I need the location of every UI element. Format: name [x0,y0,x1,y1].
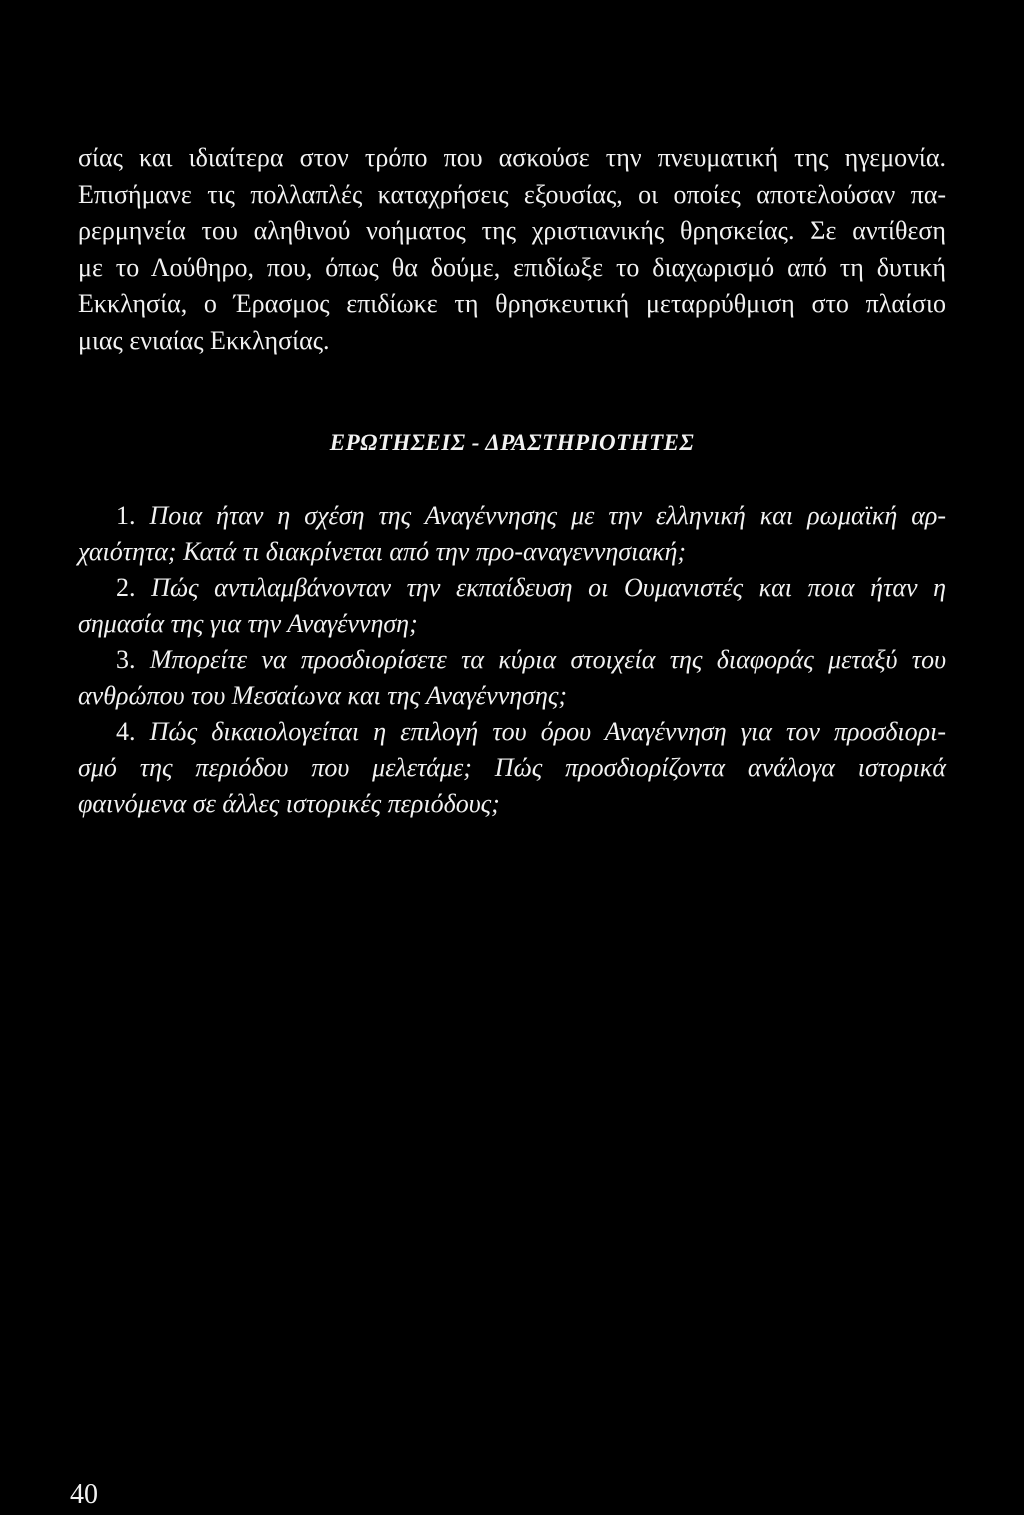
question-line: ανθρώπου του Μεσαίωνα και της Αναγέννησης; [78,681,568,710]
question-item [78,714,946,822]
question-number: 3. [116,645,136,674]
questions-list [78,498,946,822]
paragraph-line: σίας και ιδιαίτερα στον τρόπο που ασκούσε την πνευματική της ηγεμονία. [78,143,946,172]
question-number: 1. [116,501,136,530]
question-line [78,714,946,750]
question-item [78,570,946,642]
question-text: Μπορείτε να προσδιορίσετε τα κύρια στοιχεία της διαφοράς μεταξύ του [149,645,947,674]
question-item [78,498,946,570]
paragraph-line: Επισήμανε τις πολλαπλές καταχρήσεις εξουσίας, οι οποίες αποτελούσαν πα- [78,179,946,209]
question-line [78,570,946,606]
paragraph-line: Εκκλησία, ο Έρασμος επιδίωκε τη θρησκευτική μεταρρύθμιση στο πλαίσιο [78,289,946,318]
page-content [78,140,946,822]
body-paragraph [78,140,946,359]
question-line [78,498,946,534]
question-line: σημασία της για την Αναγέννηση; [78,609,418,638]
question-line: φαινόμενα σε άλλες ιστορικές περιόδους; [78,789,500,818]
paragraph-line: με το Λούθηρο, που, όπως θα δούμε, επιδίωξε το διαχωρισμό από τη δυτική [78,252,946,282]
question-line [78,642,946,678]
question-text: Ποια ήταν η σχέση της Αναγέννησης με την ελληνική και ρωμαϊκή αρ- [149,501,946,530]
question-line: σμό της περιόδου που μελετάμε; Πώς προσδιορίζοντα ανάλογα ιστορικά [78,753,946,782]
question-text: Πώς αντιλαμβάνονταν την εκπαίδευση οι Ουμανιστές και ποια ήταν η [151,573,947,602]
question-text: Πώς δικαιολογείται η επιλογή του όρου Αναγέννηση για τον προσδιορι- [149,717,947,746]
question-number: 4. [116,717,136,746]
question-item [78,642,946,714]
question-line: χαιότητα; Κατά τι διακρίνεται από την προ-αναγεννησιακή; [78,537,687,566]
section-heading: ΕΡΩΤΗΣΕΙΣ - ΔΡΑΣΤΗΡΙΟΤΗΤΕΣ [329,430,695,455]
paragraph-line: μιας ενιαίας Εκκλησίας. [78,325,330,355]
paragraph-line: ρερμηνεία του αληθινού νοήματος της χριστιανικής θρησκείας. Σε αντίθεση [78,216,946,245]
page-number: 40 [70,1479,98,1510]
question-number: 2. [116,573,136,602]
